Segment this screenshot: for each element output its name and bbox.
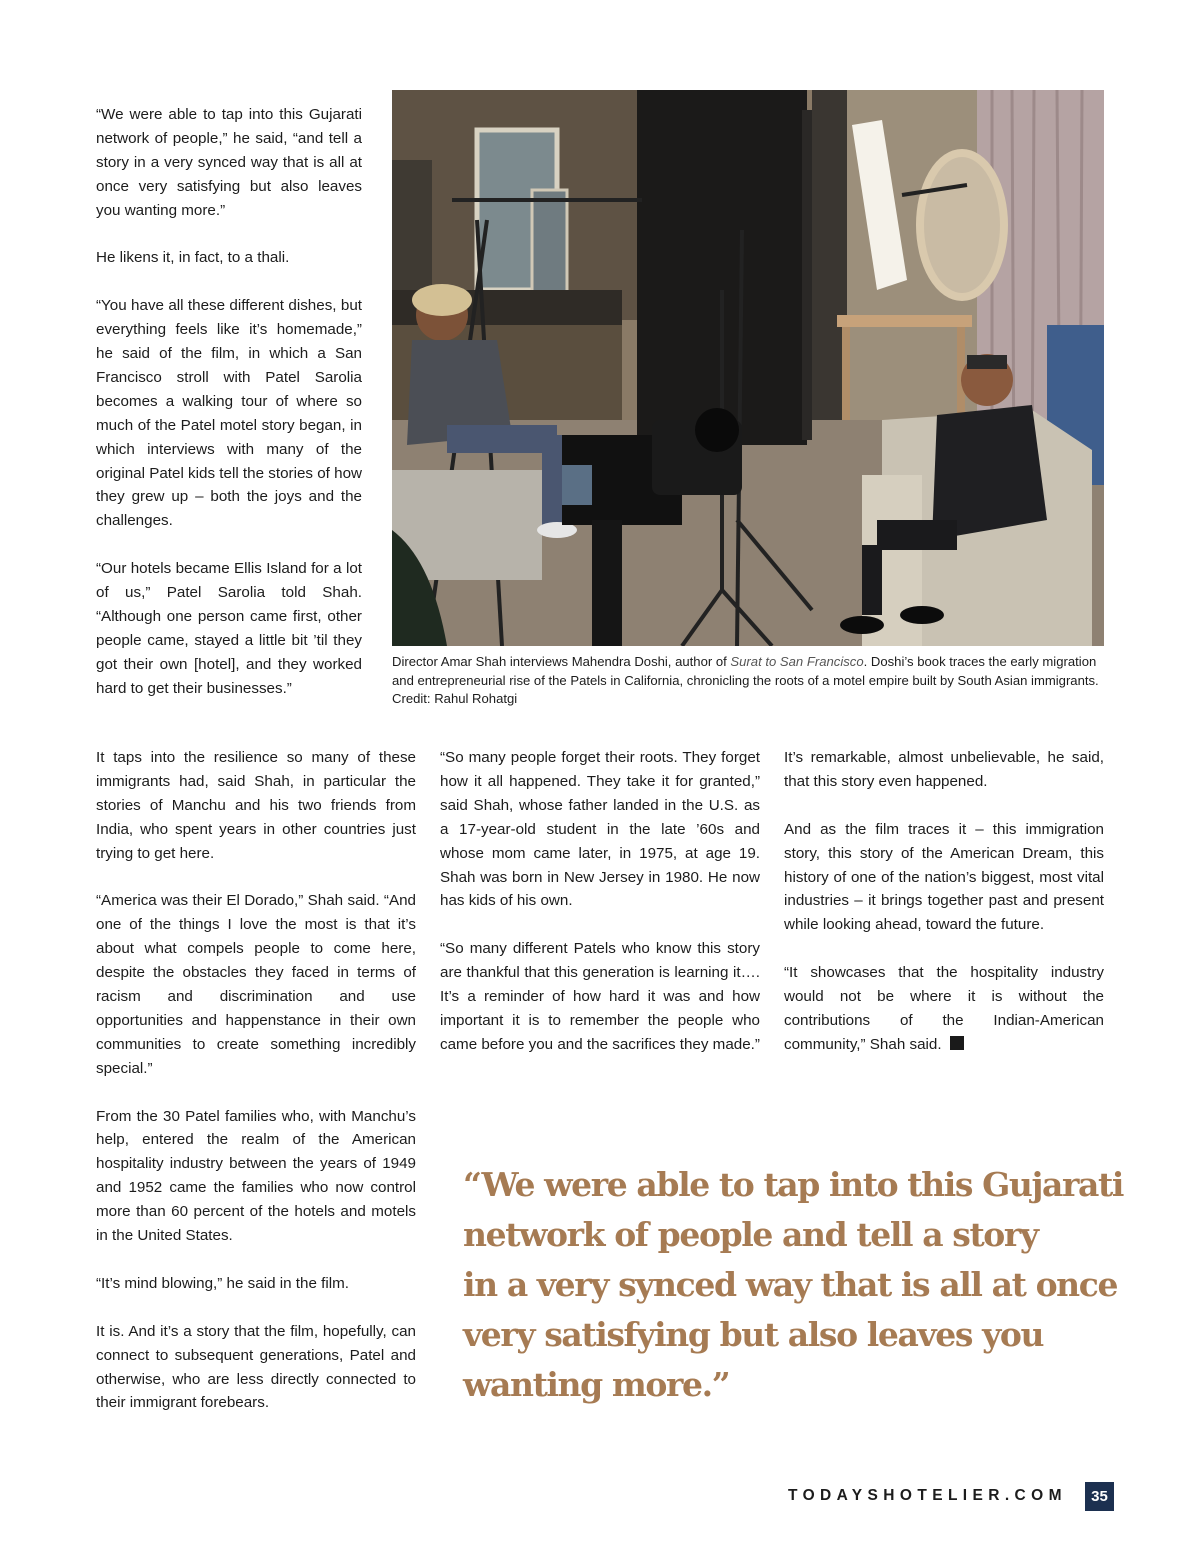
caption-text-continued: . Doshi’s book traces the early migration and entrepreneurial rise of the Patels in California, chronicling the roots of a motel empire built by South Asian immigrants. Credit: Rahul Rohatgi	[392, 654, 1099, 706]
caption-book-title: Surat to San Francisco	[730, 654, 864, 669]
paragraph: “You have all these different dishes, but everything feels like it’s homemade,” he said of the film, in which a San Francisco stroll with Patel Sarolia becomes a walking tour of where so much of the Patel motel story began, in which interviews with many of the original Patel kids tell the stories of how they grew up – both the joys and the challenges.	[96, 297, 362, 530]
paragraph-text: “It showcases that the hospitality industry would not be where it is without the contributions of the Indian-American community,” Shah said.	[784, 964, 1104, 1053]
paragraph: He likens it, in fact, to a thali.	[96, 249, 290, 267]
paragraph-final	[784, 961, 1104, 1057]
paragraph: It is. And it’s a story that the film, hopefully, can connect to subsequent generations, Patel and otherwise, who are less directly connected to their immigrant forebears.	[96, 1322, 416, 1412]
paragraph: “So many people forget their roots. They forget how it all happened. They take it for granted,” said Shah, whose father landed in the U.S. as a 17-year-old student in the late ’60s and whose mom came later, in 1975, at age 19. Shah was born in New Jersey in 1980. He now has kids of his own.	[440, 749, 760, 910]
paragraph: “We were able to tap into this Gujarati network of people,” he said, “and tell a story in a very synced way that is all at once very satisfying but also leaves you wanting more.”	[96, 106, 362, 219]
paragraph: And as the film traces it – this immigration story, this story of the American Dream, this history of one of the nation’s biggest, most vital industries – it brings together past and present while looking ahead, toward the future.	[784, 820, 1104, 934]
paragraph: “Our hotels became Ellis Island for a lot of us,” Patel Sarolia told Shah. “Although one person came first, other people came, stayed a little bit ’til they got their own [hotel], and they worked hard to get their businesses.”	[96, 560, 362, 697]
paragraph: “It’s mind blowing,” he said in the film.	[96, 1274, 349, 1292]
paragraph: “So many different Patels who know this story are thankful that this generation is learning it…. It’s a reminder of how hard it was and how important it is to remember the people who came before you and the sacrifices they made.”	[440, 940, 760, 1053]
paragraph: It taps into the resilience so many of these immigrants had, said Shah, in particular the stories of Manchu and his two friends from India, who spent years in other countries just trying to get here.	[96, 749, 416, 862]
pull-quote-line: wanting more.”	[463, 1365, 730, 1404]
article-column-middle	[440, 746, 760, 1057]
pull-quote	[463, 1160, 1123, 1410]
paragraph: It’s remarkable, almost unbelievable, he said, that this story even happened.	[784, 749, 1104, 790]
paragraph: From the 30 Patel families who, with Manchu’s help, entered the realm of the American hospitality industry between the years of 1949 and 1952 came the families who now control more than 60 percent of the hotels and motels in the United States.	[96, 1107, 416, 1245]
paragraph: “America was their El Dorado,” Shah said. “And one of the things I love the most is that it’s about what compels people to come here, despite the obstacles they faced in terms of racism and discrimination and use opportunities and happenstance in their own communities to create something incredibly special.”	[96, 892, 416, 1077]
pull-quote-line: network of people and tell a story	[463, 1215, 1038, 1254]
caption-text: Director Amar Shah interviews Mahendra Doshi, author of	[392, 654, 731, 669]
article-column-top-left	[96, 103, 362, 701]
article-column-right	[784, 746, 1104, 1057]
article-column-left	[96, 746, 416, 1415]
footer-site-name: TODAYSHOTELIER.COM	[788, 1487, 1067, 1504]
interview-photo	[392, 90, 1104, 646]
page-number-badge: 35	[1085, 1482, 1114, 1511]
end-of-article-mark	[950, 1036, 964, 1050]
pull-quote-line: in a very synced way that is all at once	[463, 1265, 1118, 1304]
photo-caption	[392, 653, 1108, 709]
pull-quote-line: “We were able to tap into this Gujarati	[463, 1165, 1123, 1204]
pull-quote-line: very satisfying but also leaves you	[463, 1315, 1044, 1354]
